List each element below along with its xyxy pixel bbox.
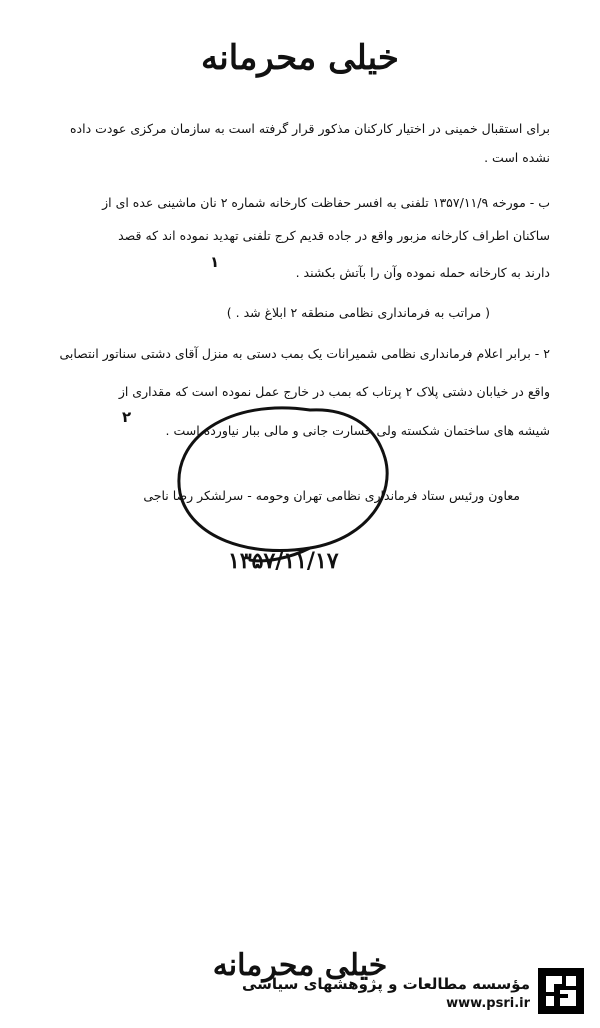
text-line-9: شیشه های ساختمان شکسته ولی خسارت جانی و مالی ببار نیاورده است . [165, 423, 550, 438]
text-line-2: نشده است . [484, 150, 550, 165]
text-line-6: ( مراتب به فرمانداری نظامی منطقه ۲ ابلاغ شد . ) [226, 305, 490, 320]
document-date: ۱۳۵۷/۱۱/۱۷ [228, 548, 339, 574]
classification-heading-top: خیلی محرمانه [201, 38, 399, 78]
text-line-8: واقع در خیابان دشتی پلاک ۲ پرتاب که بمب در خارج عمل نموده است که مقداری از [118, 384, 550, 399]
text-line-5: دارند به کارخانه حمله نموده وآن را بآتش بکشند . [295, 265, 550, 280]
institute-url[interactable]: www.psri.ir [446, 996, 530, 1011]
margin-mark-2: ۲ [122, 408, 132, 426]
handwritten-signature-loop [160, 398, 410, 568]
institute-name: مؤسسه مطالعات و پژوهشهای سیاسی [241, 975, 530, 993]
margin-mark-1: ۱ [210, 253, 220, 271]
classification-heading-bottom: خیلی محرمانه [212, 948, 388, 983]
institute-logo-icon [538, 968, 584, 1014]
text-line-1: برای استقبال خمینی در اختیار کارکنان مذکور قرار گرفته است به سازمان مرکزی عودت داده [70, 121, 550, 136]
text-line-3: ب - مورخه ۱۳۵۷/۱۱/۹ تلفنی به افسر حفاظت کارخانه شماره ۲ نان ماشینی عده ای از [102, 195, 550, 210]
text-line-4: ساکنان اطراف کارخانه مزبور واقع در جاده قدیم کرج تلفنی تهدید نموده اند که قصد [118, 228, 550, 243]
signature-line: معاون ورئیس ستاد فرمانداری نظامی تهران وحومه - سرلشکر رضا ناجی [143, 488, 520, 503]
text-line-7: ۲ - برابر اعلام فرمانداری نظامی شمیرانات یک بمب دستی به منزل آقای دشتی سناتور انتصابی [59, 346, 550, 361]
